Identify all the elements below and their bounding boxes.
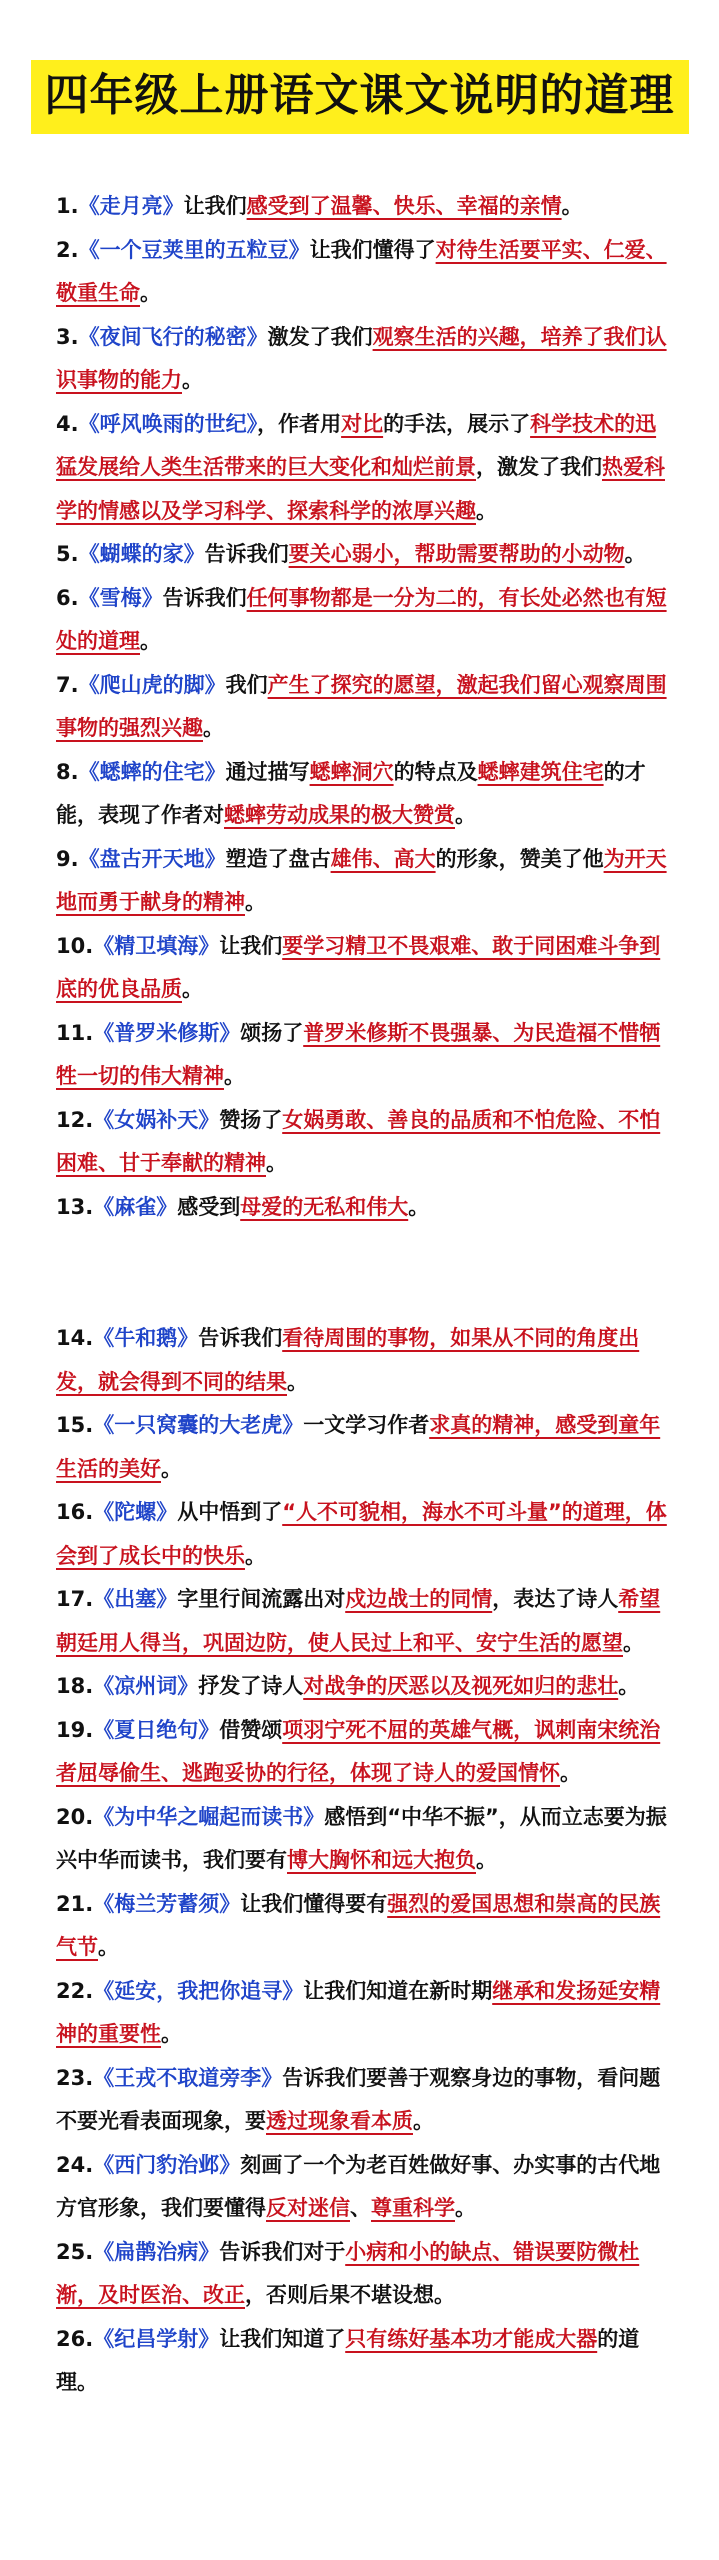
highlighted-lesson: 对待生活要平实、仁爱、敬重生命	[56, 237, 667, 305]
item-text: 赞扬了	[219, 1107, 283, 1132]
item-text: 。	[287, 1369, 308, 1394]
item-text: 。	[266, 1151, 287, 1175]
highlighted-lesson: 蟋蟀洞穴	[309, 759, 394, 784]
lesson-title: 《精卫填海》	[93, 933, 220, 958]
item-text: 。	[224, 1064, 245, 1088]
highlighted-lesson: 看待周围的事物，如果从不同的角度出发，就会得到不同的结果	[56, 1326, 640, 1394]
item-text: 。	[618, 1674, 640, 1698]
item-text: 。	[455, 2196, 476, 2220]
highlighted-lesson: 女娲勇敢、善良的品质和不怕危险、不怕困难、甘于奉献的精神	[56, 1107, 661, 1175]
list-item	[56, 925, 677, 1012]
list-item	[56, 185, 677, 229]
section-gap	[56, 1229, 677, 1317]
highlighted-lesson: 雄伟、高大	[330, 846, 436, 871]
list-item	[56, 1317, 677, 1404]
item-text: ，否则后果不堪设想。	[245, 2283, 455, 2307]
highlighted-lesson: 尊重科学	[371, 2196, 455, 2220]
item-text: 激发了我们	[267, 324, 373, 349]
item-text: ，表达了诗人	[492, 1587, 619, 1611]
highlighted-lesson: 项羽宁死不屈的英雄气概，讽刺南宋统治者屈辱偷生、逃跑妥协的行径，体现了诗人的爱国情怀	[56, 1717, 661, 1785]
item-text: 。	[623, 1630, 644, 1655]
item-number: 17.	[56, 1587, 94, 1611]
item-number: 24.	[56, 2152, 94, 2177]
highlighted-lesson: 要学习精卫不畏艰难、敢于同困难斗争到底的优良品质	[56, 933, 661, 1001]
item-text: 告诉我们对于	[219, 2239, 346, 2264]
item-text: 刻画了一个为老百姓做好事、办实事的古代地方官形象，我们要懂得	[56, 2152, 661, 2220]
list-item	[56, 1970, 677, 2057]
lesson-title: 《出塞》	[93, 1587, 178, 1611]
item-text: 。	[413, 2109, 434, 2133]
list-item	[56, 2231, 677, 2318]
item-text: 。	[408, 1194, 430, 1219]
item-text: 。	[561, 194, 583, 218]
highlighted-lesson: 戍边战士的同情	[345, 1587, 493, 1611]
highlighted-lesson: 为开天地而勇于献身的精神	[56, 846, 667, 914]
title-area	[0, 0, 719, 155]
item-text: 让我们懂得了	[309, 237, 436, 262]
list-item	[56, 1883, 677, 1970]
list-item	[56, 1709, 677, 1796]
item-number: 9.	[56, 846, 79, 871]
highlighted-lesson: 要关心弱小，帮助需要帮助的小动物	[288, 542, 625, 566]
item-number: 1.	[56, 194, 79, 218]
item-text: 一文学习作者	[303, 1413, 430, 1437]
item-number: 19.	[56, 1717, 94, 1742]
highlighted-lesson: 任何事物都是一分为二的，有长处必然也有短处的道理	[56, 585, 667, 653]
item-text: 让我们懂得要有	[240, 1891, 388, 1916]
item-text: 的道理。	[56, 2326, 640, 2394]
lesson-title: 《麻雀》	[93, 1194, 178, 1219]
lesson-title: 《延安，我把你追寻》	[93, 1978, 304, 2003]
lesson-title: 《凉州词》	[93, 1674, 199, 1698]
highlighted-lesson: 感受到了温馨、快乐、幸福的亲情	[246, 194, 562, 218]
list-item	[56, 2057, 677, 2144]
highlighted-lesson: “人不可貌相，海水不可斗量”的道理，体会到了成长中的快乐	[56, 1500, 667, 1568]
lesson-title: 《爬山虎的脚》	[78, 672, 226, 697]
item-text: ，激发了我们	[476, 455, 602, 479]
highlighted-lesson: 继承和发扬延安精神的重要性	[56, 1978, 661, 2046]
item-text: 感悟到“中华不振”，从而立志要为振兴中华而读书，我们要有	[56, 1804, 667, 1872]
highlighted-lesson: 热爱科学的情感以及学习科学、探索科学的浓厚兴趣	[56, 455, 665, 523]
highlighted-lesson: 反对迷信	[266, 2196, 350, 2220]
highlighted-lesson: 博大胸怀和远大抱负	[287, 1848, 476, 1872]
item-number: 12.	[56, 1107, 94, 1132]
list-item	[56, 1404, 677, 1491]
highlighted-lesson: 母爱的无私和伟大	[240, 1194, 409, 1219]
lesson-title: 《呼风唤雨的世纪》	[78, 411, 258, 436]
highlighted-lesson: 透过现象看本质	[266, 2109, 413, 2133]
list-item	[56, 1578, 677, 1665]
item-text: 从中悟到了	[177, 1500, 283, 1524]
lesson-title: 《夜间飞行的秘密》	[78, 324, 268, 349]
highlighted-lesson: 对比	[341, 411, 384, 436]
highlighted-lesson: 小病和小的缺点、错误要防微杜渐，及时医治、改正	[56, 2239, 640, 2307]
lesson-title: 《盘古开天地》	[78, 846, 226, 871]
item-text: 告诉我们	[204, 542, 289, 566]
lesson-title: 《夏日绝句》	[93, 1717, 220, 1742]
list-item	[56, 1665, 677, 1709]
item-text: 借赞颂	[219, 1717, 283, 1742]
highlighted-lesson: 求真的精神，感受到童年生活的美好	[56, 1413, 661, 1481]
lesson-title: 《普罗米修斯》	[93, 1020, 241, 1045]
item-text: 。	[161, 1456, 182, 1481]
item-number: 3.	[56, 324, 79, 349]
item-number: 4.	[56, 411, 79, 436]
lesson-title: 《蝴蝶的家》	[78, 542, 205, 566]
lesson-title: 《梅兰芳蓄须》	[93, 1891, 241, 1916]
item-text: 抒发了诗人	[198, 1674, 304, 1698]
item-text: 告诉我们	[198, 1326, 283, 1350]
item-text: 告诉我们要善于观察身边的事物，看问题不要光看表面现象，要	[56, 2065, 661, 2133]
item-text: 通过描写	[225, 759, 310, 784]
list-item	[56, 533, 677, 577]
item-text: ，作者用	[257, 411, 342, 436]
item-number: 7.	[56, 672, 79, 697]
highlighted-lesson: 科学技术的迅猛发展给人类生活带来的巨大变化和灿烂前景	[56, 411, 657, 479]
lesson-title: 《西门豹治邺》	[93, 2152, 241, 2177]
lesson-title: 《牛和鹅》	[93, 1326, 199, 1350]
lesson-list	[0, 155, 719, 2405]
item-text: 。	[98, 1935, 119, 1959]
item-text: 。	[203, 716, 224, 740]
item-number: 15.	[56, 1413, 94, 1437]
lesson-title: 《一只窝囊的大老虎》	[93, 1413, 304, 1437]
item-number: 26.	[56, 2326, 94, 2351]
list-item	[56, 577, 677, 664]
item-text: 的特点及	[393, 759, 478, 784]
item-text: 。	[140, 281, 161, 305]
item-text: 。	[245, 1543, 266, 1568]
item-number: 16.	[56, 1500, 94, 1524]
item-number: 5.	[56, 542, 79, 566]
list-item	[56, 403, 677, 534]
item-text: 让我们知道了	[219, 2326, 346, 2351]
lesson-title: 《扁鹊治病》	[93, 2239, 220, 2264]
item-text: 的才能，表现了作者对	[56, 759, 646, 827]
lesson-title: 《雪梅》	[78, 585, 163, 610]
highlighted-lesson: 蟋蟀劳动成果的极大赞赏	[224, 803, 455, 827]
item-text: 我们	[225, 672, 268, 697]
item-number: 8.	[56, 759, 79, 784]
item-number: 18.	[56, 1674, 94, 1698]
item-text: 。	[161, 2022, 182, 2046]
item-text: 的形象，赞美了他	[435, 846, 604, 871]
lesson-title: 《蟋蟀的住宅》	[78, 759, 226, 784]
item-number: 20.	[56, 1804, 94, 1829]
list-item	[56, 2318, 677, 2405]
item-number: 25.	[56, 2239, 94, 2264]
item-text: 。	[140, 629, 161, 653]
item-number: 10.	[56, 933, 94, 958]
item-text: 。	[476, 1848, 497, 1872]
highlighted-lesson: 产生了探究的愿望，激起我们留心观察周围事物的强烈兴趣	[56, 672, 667, 740]
item-number: 23.	[56, 2065, 94, 2090]
item-text: 让我们	[183, 194, 247, 218]
highlighted-lesson: 观察生活的兴趣，培养了我们认识事物的能力	[56, 324, 667, 392]
item-text: 塑造了盘古	[225, 846, 331, 871]
item-text: 的手法，展示了	[383, 411, 531, 436]
list-item	[56, 664, 677, 751]
list-item	[56, 1796, 677, 1883]
page-title: 四年级上册语文课文说明的道理	[31, 60, 689, 134]
item-text: 字里行间流露出对	[177, 1587, 346, 1611]
highlighted-lesson: 蟋蟀建筑住宅	[477, 759, 604, 784]
item-text: 。	[560, 1761, 581, 1785]
item-text: 颂扬了	[240, 1020, 304, 1045]
list-item	[56, 1012, 677, 1099]
list-item	[56, 1099, 677, 1186]
list-item	[56, 229, 677, 316]
item-number: 22.	[56, 1978, 94, 2003]
list-item	[56, 751, 677, 838]
highlighted-lesson: 只有练好基本功才能成大器	[345, 2326, 598, 2351]
highlighted-lesson: 普罗米修斯不畏强暴、为民造福不惜牺牲一切的伟大精神	[56, 1020, 661, 1088]
lesson-title: 《纪昌学射》	[93, 2326, 220, 2351]
list-item	[56, 316, 677, 403]
item-text: 。	[182, 977, 203, 1001]
lesson-title: 《女娲补天》	[93, 1107, 220, 1132]
item-text: 。	[476, 498, 497, 523]
list-item	[56, 1186, 677, 1230]
item-text: 。	[245, 890, 266, 914]
highlighted-lesson: 对战争的厌恶以及视死如归的悲壮	[303, 1674, 619, 1698]
item-text: 让我们	[219, 933, 283, 958]
item-text: 。	[182, 368, 203, 392]
item-number: 11.	[56, 1020, 94, 1045]
lesson-title: 《为中华之崛起而读书》	[93, 1804, 325, 1829]
lesson-title: 《王戎不取道旁李》	[93, 2065, 283, 2090]
item-number: 21.	[56, 1891, 94, 1916]
item-text: 、	[350, 2196, 371, 2220]
lesson-title: 《走月亮》	[78, 194, 184, 218]
item-number: 13.	[56, 1194, 94, 1219]
item-number: 14.	[56, 1326, 94, 1350]
list-item	[56, 1491, 677, 1578]
highlighted-lesson: 强烈的爱国思想和崇高的民族气节	[56, 1891, 661, 1959]
item-text: 告诉我们	[162, 585, 247, 610]
highlighted-lesson: 希望朝廷用人得当，巩固边防，使人民过上和平、安宁生活的愿望	[56, 1587, 661, 1655]
item-number: 6.	[56, 585, 79, 610]
item-text: 。	[455, 803, 476, 827]
lesson-title: 《陀螺》	[93, 1500, 178, 1524]
item-number: 2.	[56, 237, 79, 262]
list-item	[56, 838, 677, 925]
item-text: 让我们知道在新时期	[303, 1978, 493, 2003]
item-text: 。	[624, 542, 646, 566]
item-text: 感受到	[177, 1194, 241, 1219]
list-item	[56, 2144, 677, 2231]
lesson-title: 《一个豆荚里的五粒豆》	[78, 237, 310, 262]
